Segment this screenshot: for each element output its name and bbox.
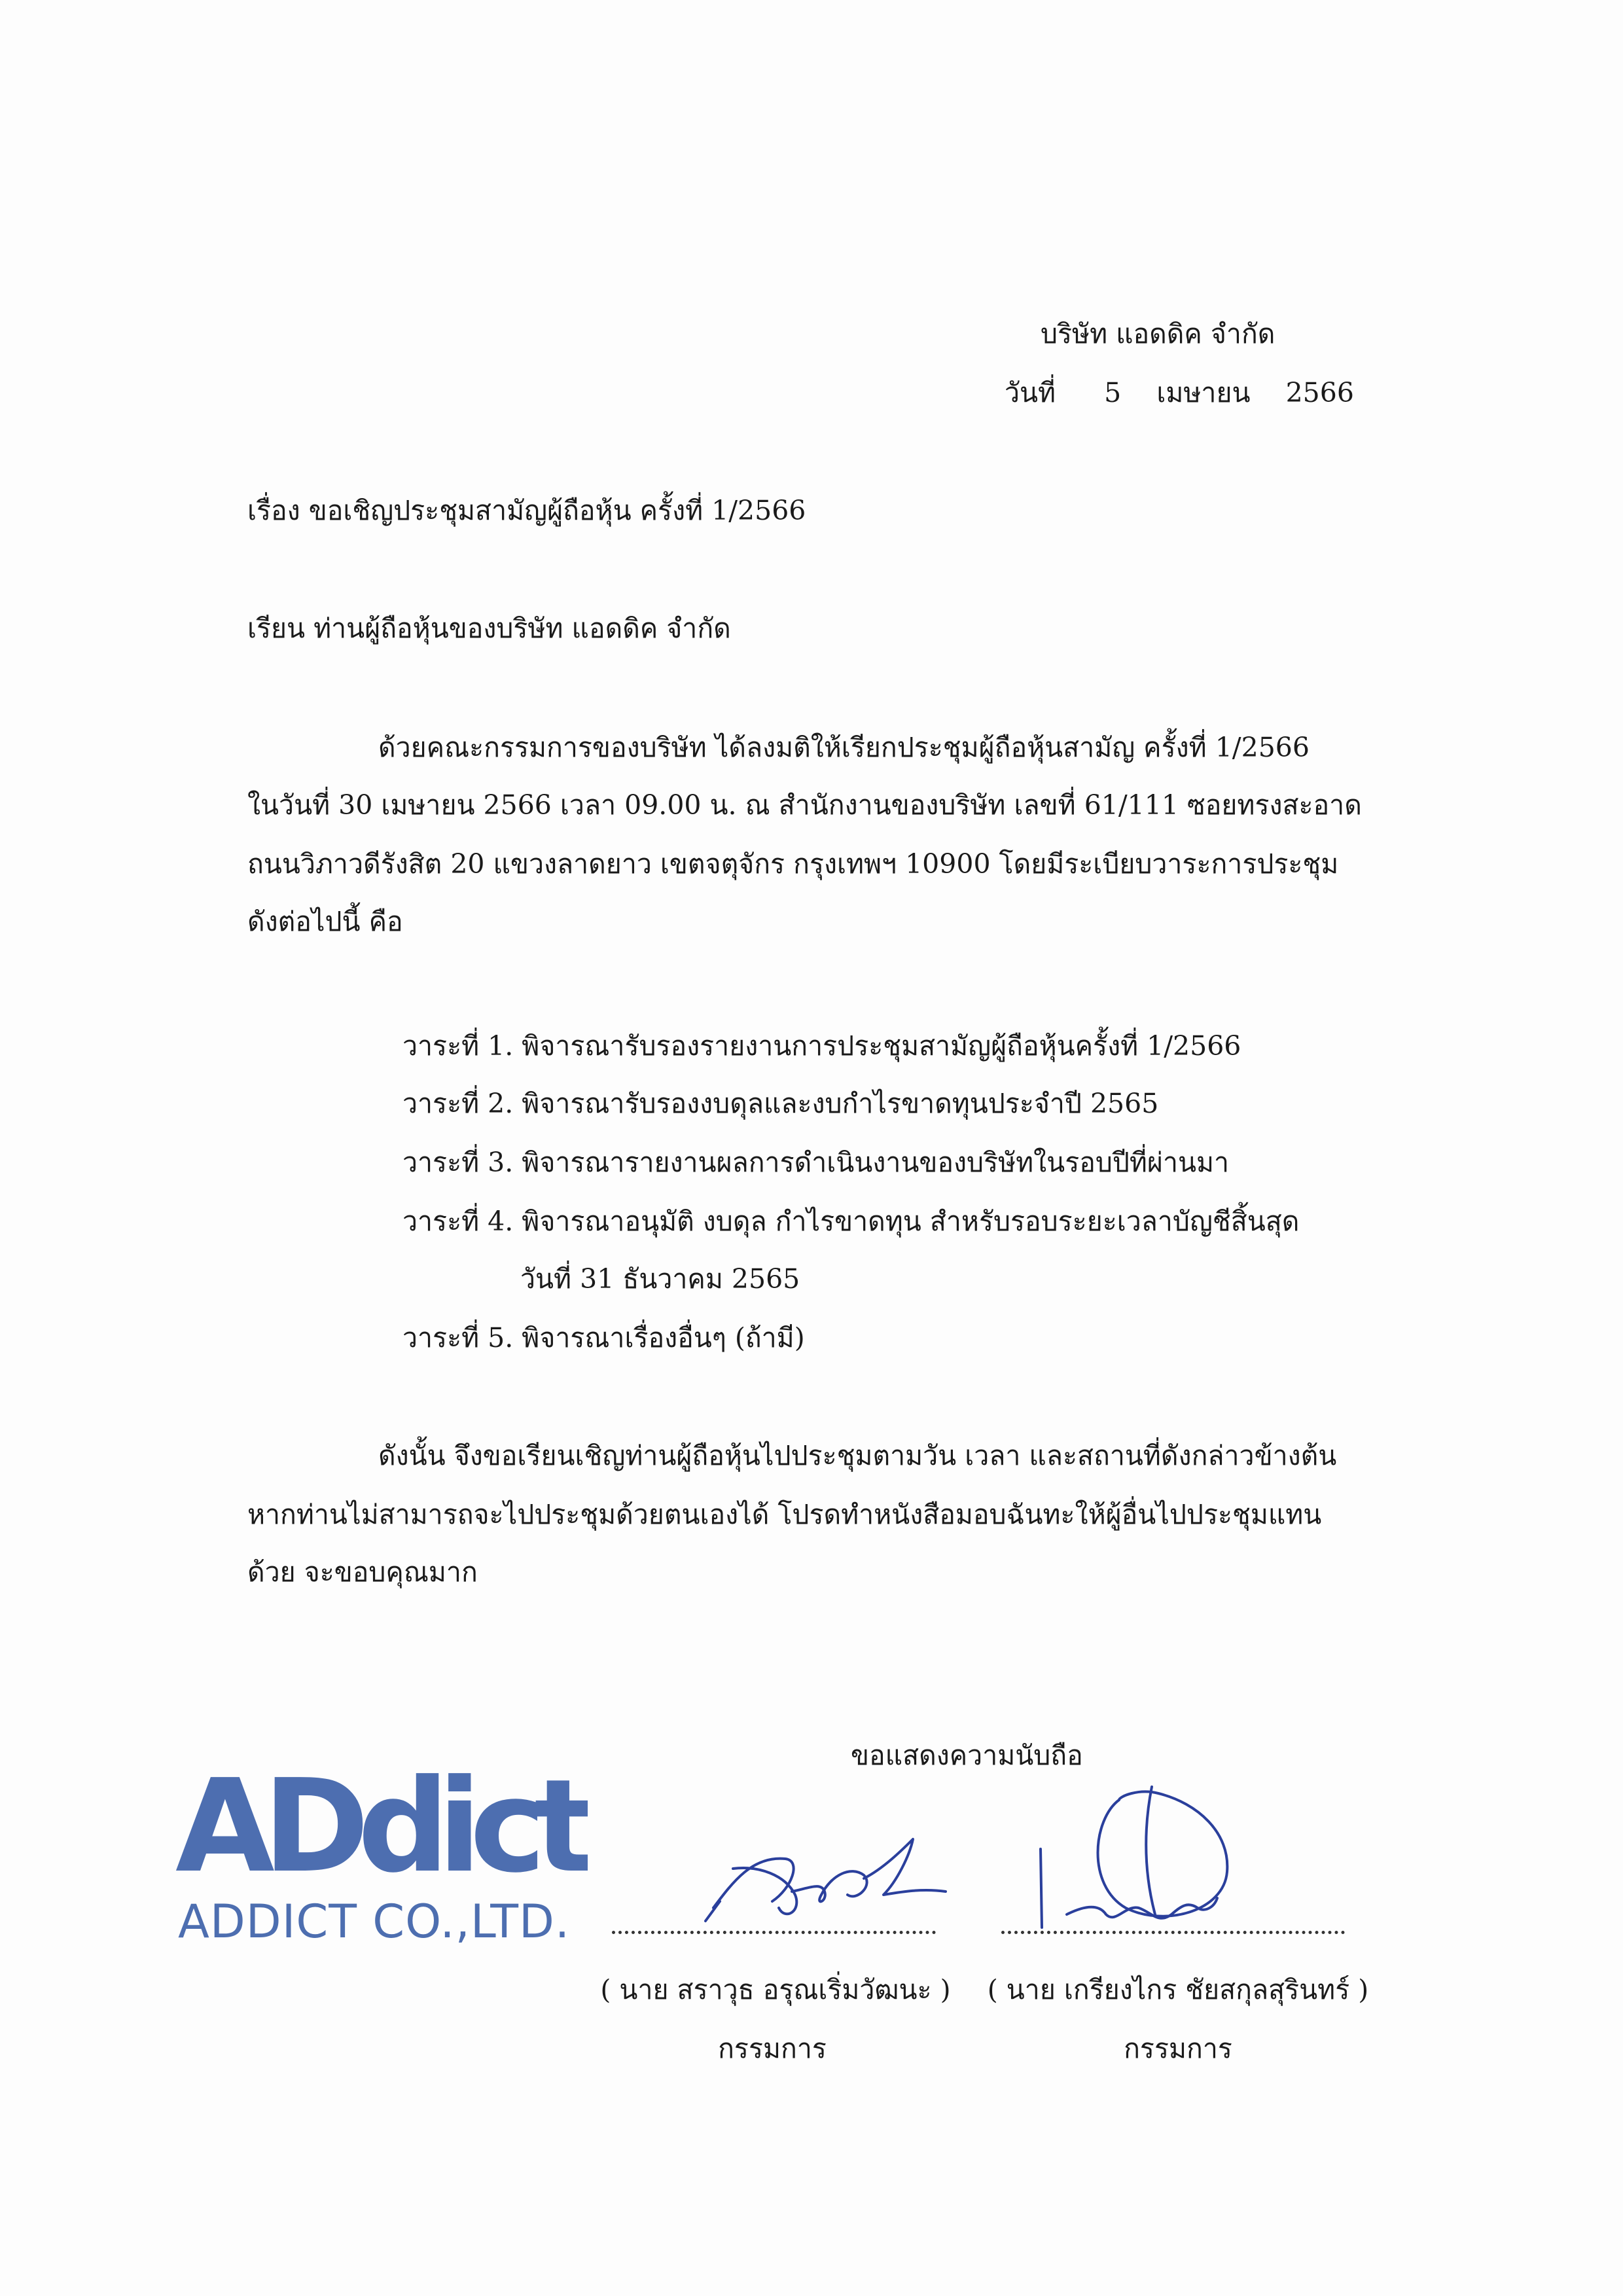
addict-logo-icon <box>169 1754 588 1944</box>
closing-line: หากท่านไม่สามารถจะไปประชุมด้วยตนเองได้ โปรดทำหนังสือมอบฉันทะให้ผู้อื่นไปประชุมแทน <box>247 1499 1322 1530</box>
subject-line: เรื่อง ขอเชิญประชุมสามัญผู้ถือหุ้น ครั้งที่ 1/2566 <box>247 495 806 526</box>
intro-line: ในวันที่ 30 เมษายน 2566 เวลา 09.00 น. ณ สำนักงานของบริษัท เลขที่ 61/111 ซอยทรงสะอาด <box>247 789 1362 821</box>
agenda-item: วาระที่ 3. พิจารณารายงานผลการดำเนินงานของบริษัทในรอบปีที่ผ่านมา <box>402 1147 1230 1178</box>
agenda-item: วาระที่ 2. พิจารณารับรองงบดุลและงบกำไรขาดทุนประจำปี 2565 <box>402 1088 1159 1119</box>
intro-line: ดังต่อไปนี้ คือ <box>247 906 403 937</box>
company-name: บริษัท แอดดิค จำกัด <box>1041 318 1275 350</box>
recipient-line: เรียน ท่านผู้ถือหุ้นของบริษัท แอดดิค จำกัด <box>247 613 731 644</box>
agenda-item: วาระที่ 5. พิจารณาเรื่องอื่นๆ (ถ้ามี) <box>402 1322 805 1354</box>
date-line <box>1005 374 1354 411</box>
intro-line: ถนนวิภาวดีรังสิต 20 แขวงลาดยาว เขตจตุจักร กรุงเทพฯ 10900 โดยมีระเบียบวาระการประชุม <box>247 848 1339 880</box>
company-stamp <box>169 1754 588 1944</box>
sign-off: ขอแสดงความนับถือ <box>851 1740 1083 1771</box>
signature-1-icon <box>687 1829 962 1941</box>
signatory-1-name: ( นาย สราวุธ อรุณเริ่มวัฒนะ ) <box>600 1974 951 2005</box>
date-year: 2566 <box>1285 377 1354 408</box>
intro-line: ด้วยคณะกรรมการของบริษัท ได้ลงมติให้เรียกประชุมผู้ถือหุ้นสามัญ ครั้งที่ 1/2566 <box>378 732 1310 763</box>
signature-line-2 <box>1001 1931 1345 1934</box>
date-month: เมษายน <box>1156 377 1251 408</box>
stamp-logo-text: ADdict <box>175 1754 584 1901</box>
agenda-item-continuation: วันที่ 31 ธันวาคม 2565 <box>520 1263 800 1295</box>
closing-line: ด้วย จะขอบคุณมาก <box>247 1556 478 1588</box>
signature-line-1 <box>612 1931 936 1934</box>
signature-2-icon <box>1027 1767 1276 1944</box>
date-day: 5 <box>1104 377 1122 408</box>
signatory-2-title: กรรมการ <box>1124 2033 1232 2064</box>
signatory-2-name: ( นาย เกรียงไกร ชัยสกุลสุรินทร์ ) <box>987 1974 1369 2005</box>
signatory-1-title: กรรมการ <box>718 2033 827 2064</box>
closing-line: ดังนั้น จึงขอเรียนเชิญท่านผู้ถือหุ้นไปประชุมตามวัน เวลา และสถานที่ดังกล่าวข้างต้น <box>378 1440 1337 1471</box>
agenda-item: วาระที่ 1. พิจารณารับรองรายงานการประชุมสามัญผู้ถือหุ้นครั้งที่ 1/2566 <box>402 1030 1241 1062</box>
date-label: วันที่ <box>1005 377 1056 408</box>
stamp-company-text: ADDICT CO.,LTD. <box>178 1895 571 1944</box>
agenda-item: วาระที่ 4. พิจารณาอนุมัติ งบดุล กำไรขาดทุน สำหรับรอบระยะเวลาบัญชีสิ้นสุด <box>402 1206 1300 1237</box>
